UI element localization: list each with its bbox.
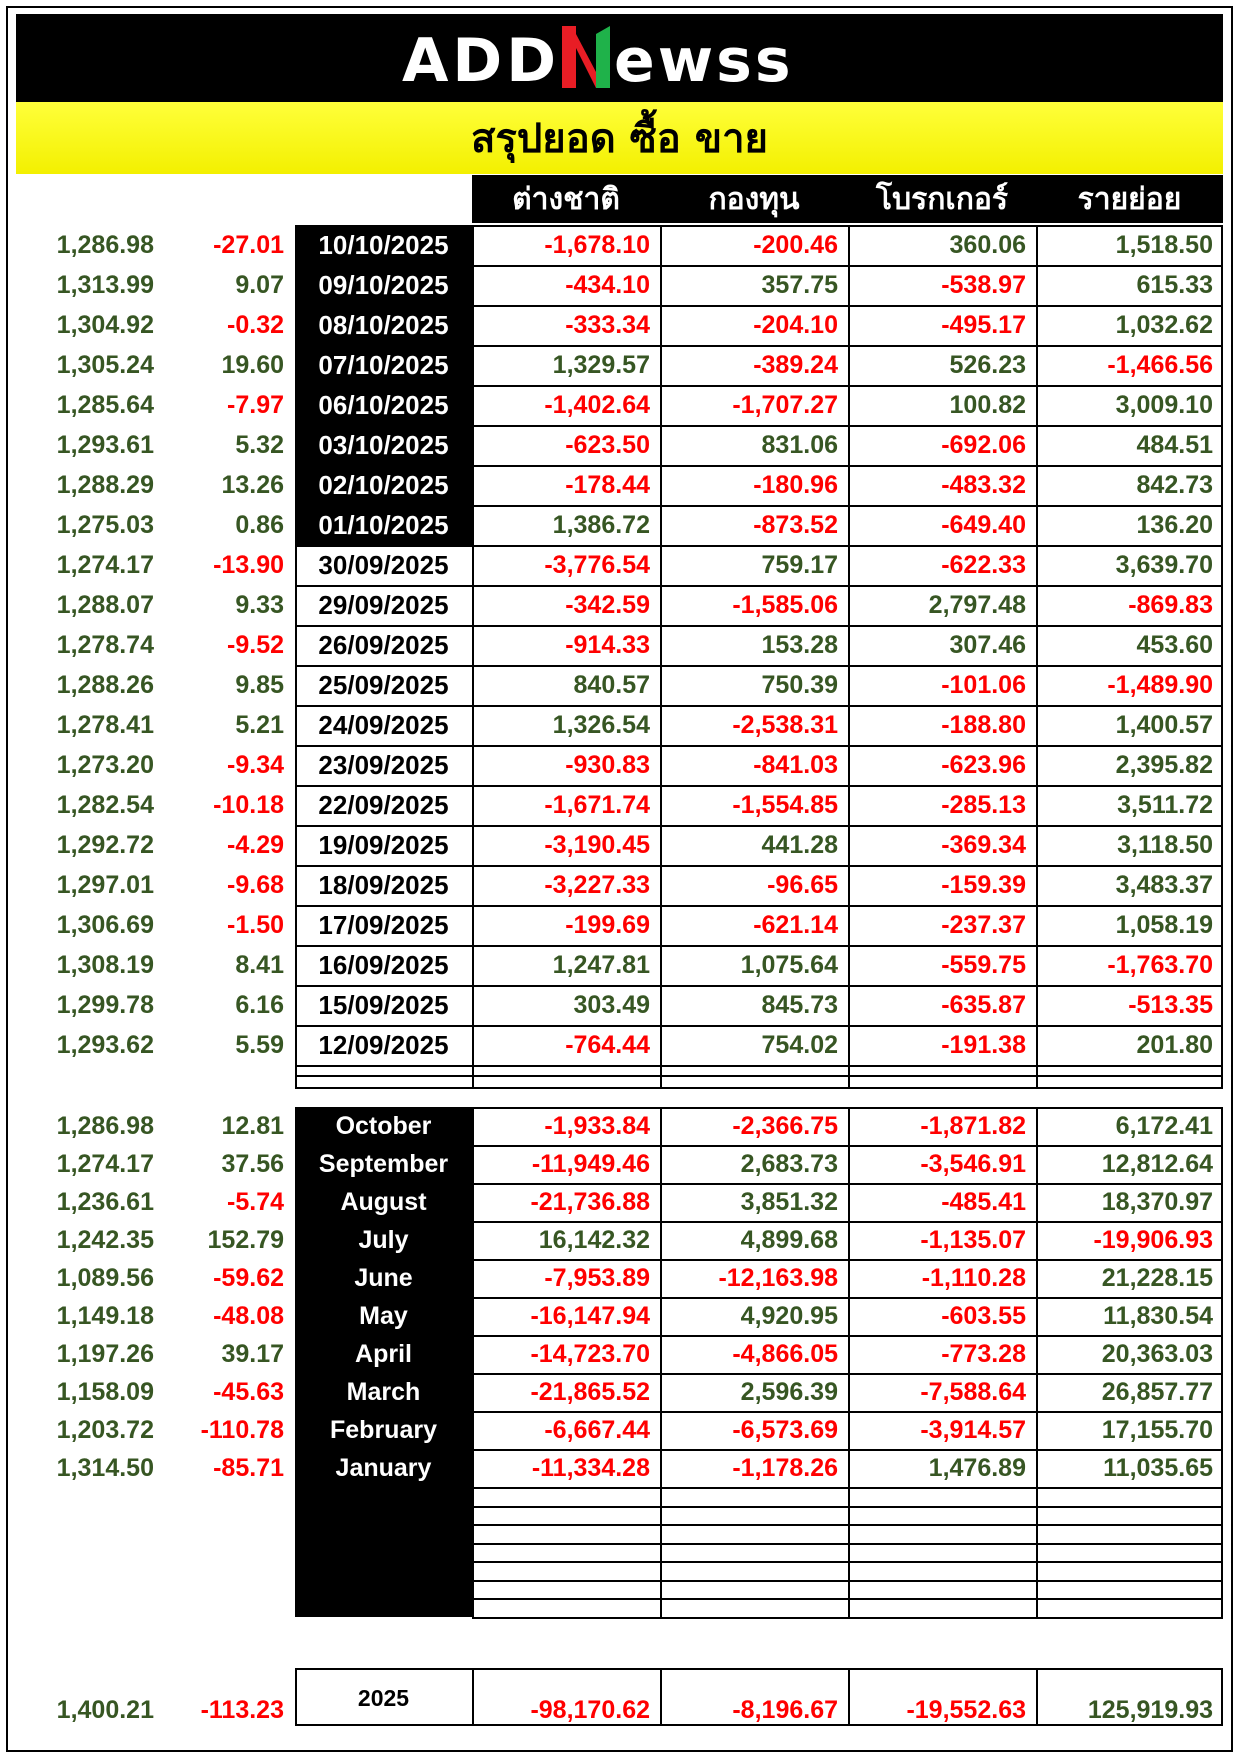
- broker-value: 2,797.48: [928, 591, 1026, 619]
- retail-value: 1,058.19: [1115, 911, 1213, 939]
- month-label: April: [355, 1340, 412, 1368]
- grid-line: [295, 585, 1223, 587]
- table-row: [0, 1145, 1241, 1183]
- table-row: [0, 705, 1241, 745]
- index-change-value: 12.81: [221, 1112, 284, 1140]
- foreign-value: -6,667.44: [544, 1416, 650, 1444]
- index-change-value: 5.32: [235, 431, 284, 459]
- broker-value: -692.06: [941, 431, 1026, 459]
- foreign-value: -434.10: [565, 271, 650, 299]
- index-change-value: 5.21: [235, 711, 284, 739]
- addnewss-logo: [400, 18, 840, 98]
- broker-value: -1,110.28: [921, 1264, 1026, 1292]
- broker-value: -559.75: [941, 951, 1026, 979]
- table-row: [0, 985, 1241, 1025]
- foreign-value: -7,953.89: [544, 1264, 650, 1292]
- foreign-value: 1,326.54: [552, 711, 650, 739]
- grid-line: [848, 225, 850, 1089]
- grid-line: [660, 1107, 662, 1619]
- month-label: June: [354, 1264, 413, 1292]
- grid-line: [295, 665, 1223, 667]
- set-index-value: 1,293.61: [56, 431, 154, 459]
- grid-line: [295, 1065, 1223, 1067]
- date-label: 25/09/2025: [318, 670, 449, 700]
- foreign-value: -1,678.10: [544, 231, 650, 259]
- broker-value: -1,871.82: [920, 1112, 1026, 1140]
- set-index-value: 1,282.54: [56, 791, 154, 819]
- set-index-value: 1,305.24: [56, 351, 154, 379]
- fund-value: -96.65: [767, 871, 838, 899]
- grid-line: [295, 985, 1223, 987]
- broker-value: -159.39: [941, 871, 1026, 899]
- fund-value: -4,866.05: [732, 1340, 838, 1368]
- set-index-value: 1,292.72: [56, 831, 154, 859]
- month-label: October: [335, 1112, 432, 1140]
- retail-value: 136.20: [1136, 511, 1213, 539]
- month-label: February: [330, 1416, 437, 1444]
- broker-value: -19,552.63: [906, 1696, 1026, 1724]
- set-index-value: 1,278.74: [56, 631, 154, 659]
- date-label: 08/10/2025: [318, 310, 449, 340]
- header-retail: รายย่อย: [1036, 175, 1223, 223]
- retail-value: 11,830.54: [1103, 1302, 1213, 1330]
- month-label: September: [318, 1150, 449, 1178]
- set-index-value: 1,158.09: [56, 1378, 154, 1406]
- grid-line: [472, 225, 474, 1089]
- grid-line: [1221, 1107, 1223, 1619]
- grid-line: [295, 825, 1223, 827]
- broker-value: -649.40: [941, 511, 1026, 539]
- month-label: July: [358, 1226, 409, 1254]
- foreign-value: -178.44: [565, 471, 650, 499]
- date-label: 06/10/2025: [318, 390, 449, 420]
- date-label: 19/09/2025: [318, 830, 449, 860]
- table-row: [0, 1411, 1241, 1449]
- set-index-value: 1,286.98: [56, 1112, 154, 1140]
- logo-n-mark: [562, 26, 610, 88]
- broker-value: -191.38: [941, 1031, 1026, 1059]
- index-change-value: 5.59: [235, 1031, 284, 1059]
- broker-value: -538.97: [941, 271, 1026, 299]
- table-row: [0, 1107, 1241, 1145]
- set-index-value: 1,314.50: [56, 1454, 154, 1482]
- table-row: [0, 305, 1241, 345]
- retail-value: 1,032.62: [1115, 311, 1213, 339]
- yearly-row: [0, 1672, 1241, 1730]
- table-row: [0, 1297, 1241, 1335]
- foreign-value: 16,142.32: [538, 1226, 650, 1254]
- foreign-value: -14,723.70: [530, 1340, 650, 1368]
- retail-value: 3,639.70: [1115, 551, 1213, 579]
- retail-value: 125,919.93: [1087, 1696, 1213, 1724]
- date-label: 15/09/2025: [318, 990, 449, 1020]
- grid-line: [295, 545, 472, 547]
- foreign-value: -3,776.54: [544, 551, 650, 579]
- table-row: [0, 785, 1241, 825]
- date-label: 03/10/2025: [318, 430, 449, 460]
- broker-value: -3,546.91: [920, 1150, 1026, 1178]
- fund-value: 4,899.68: [740, 1226, 838, 1254]
- set-index-value: 1,273.20: [56, 751, 154, 779]
- index-change-value: 152.79: [207, 1226, 284, 1254]
- fund-value: -1,554.85: [732, 791, 838, 819]
- foreign-value: -3,227.33: [544, 871, 650, 899]
- foreign-value: -1,402.64: [544, 391, 650, 419]
- fund-value: -1,707.27: [732, 391, 838, 419]
- retail-value: 3,118.50: [1117, 831, 1213, 859]
- retail-value: 842.73: [1136, 471, 1213, 499]
- broker-value: -623.96: [941, 751, 1026, 779]
- page-title: สรุปยอด ซื้อ ขาย: [16, 102, 1223, 174]
- fund-value: -12,163.98: [718, 1264, 838, 1292]
- table-row: [0, 665, 1241, 705]
- set-index-value: 1,288.26: [56, 671, 154, 699]
- fund-value: -1,585.06: [732, 591, 838, 619]
- foreign-value: -11,949.46: [531, 1150, 650, 1178]
- table-row: [0, 545, 1241, 585]
- date-label: 17/09/2025: [318, 910, 449, 940]
- table-row: [0, 865, 1241, 905]
- index-change-value: 0.86: [235, 511, 284, 539]
- index-change-value: 39.17: [221, 1340, 284, 1368]
- set-index-value: 1,149.18: [56, 1302, 154, 1330]
- set-index-value: 1,278.41: [56, 711, 154, 739]
- foreign-value: -1,671.74: [544, 791, 650, 819]
- set-index-value: 1,203.72: [56, 1416, 154, 1444]
- broker-value: -369.34: [941, 831, 1026, 859]
- broker-value: 360.06: [949, 231, 1026, 259]
- index-change-value: -1.50: [227, 911, 284, 939]
- grid-line: [295, 785, 1223, 787]
- fund-value: 3,851.32: [740, 1188, 838, 1216]
- foreign-value: -333.34: [565, 311, 650, 339]
- grid-line: [1036, 1107, 1038, 1619]
- fund-value: 357.75: [761, 271, 838, 299]
- set-index-value: 1,313.99: [56, 271, 154, 299]
- retail-value: -1,489.90: [1107, 671, 1213, 699]
- grid-line: [1036, 225, 1038, 1089]
- date-label: 09/10/2025: [318, 270, 449, 300]
- broker-value: -603.55: [941, 1302, 1026, 1330]
- index-change-value: -85.71: [213, 1454, 284, 1482]
- broker-value: 526.23: [949, 351, 1026, 379]
- grid-line: [660, 225, 662, 1089]
- retail-value: 3,483.37: [1115, 871, 1213, 899]
- retail-value: -869.83: [1128, 591, 1213, 619]
- grid-line: [295, 905, 1223, 907]
- set-index-value: 1,089.56: [56, 1264, 154, 1292]
- set-index-value: 1,285.64: [56, 391, 154, 419]
- fund-value: 759.17: [761, 551, 838, 579]
- month-label: January: [335, 1454, 432, 1482]
- foreign-value: -21,736.88: [530, 1188, 650, 1216]
- set-index-value: 1,288.29: [56, 471, 154, 499]
- index-change-value: -4.29: [227, 831, 284, 859]
- fund-value: -873.52: [753, 511, 838, 539]
- date-label: 07/10/2025: [318, 350, 449, 380]
- month-label: March: [346, 1378, 421, 1406]
- set-index-value: 1,242.35: [56, 1226, 154, 1254]
- table-row: [0, 345, 1241, 385]
- grid-line: [472, 1107, 474, 1619]
- logo-text-right: ewss: [613, 26, 794, 96]
- foreign-value: -98,170.62: [530, 1696, 650, 1724]
- table-row: [0, 585, 1241, 625]
- set-index-value: 1,197.26: [56, 1340, 154, 1368]
- set-index-value: 1,400.21: [56, 1696, 154, 1724]
- grid-line: [295, 1025, 1223, 1027]
- index-change-value: -9.34: [227, 751, 284, 779]
- set-index-value: 1,275.03: [56, 511, 154, 539]
- broker-value: -773.28: [941, 1340, 1026, 1368]
- date-label: 12/09/2025: [318, 1030, 449, 1060]
- index-change-value: 37.56: [221, 1150, 284, 1178]
- retail-value: 12,812.64: [1101, 1150, 1213, 1178]
- retail-value: 26,857.77: [1101, 1378, 1213, 1406]
- table-row: [0, 1335, 1241, 1373]
- grid-line: [295, 705, 1223, 707]
- foreign-value: -914.33: [565, 631, 650, 659]
- index-change-value: 6.16: [235, 991, 284, 1019]
- fund-value: -2,538.31: [732, 711, 838, 739]
- set-index-value: 1,306.69: [56, 911, 154, 939]
- retail-value: 20,363.03: [1101, 1340, 1213, 1368]
- broker-value: -483.32: [941, 471, 1026, 499]
- index-change-value: -59.62: [213, 1264, 284, 1292]
- grid-line: [295, 625, 1223, 627]
- broker-value: 100.82: [949, 391, 1026, 419]
- fund-value: -389.24: [753, 351, 838, 379]
- month-label: August: [340, 1188, 427, 1216]
- broker-value: -7,588.64: [920, 1378, 1026, 1406]
- broker-value: -495.17: [941, 311, 1026, 339]
- set-index-value: 1,288.07: [56, 591, 154, 619]
- fund-value: 4,920.95: [740, 1302, 838, 1330]
- foreign-value: -21,865.52: [530, 1378, 650, 1406]
- grid-line: [295, 745, 1223, 747]
- fund-value: 2,596.39: [740, 1378, 838, 1406]
- date-label: 02/10/2025: [318, 470, 449, 500]
- retail-value: 18,370.97: [1101, 1188, 1213, 1216]
- date-label: 10/10/2025: [318, 230, 449, 260]
- foreign-value: 1,247.81: [552, 951, 650, 979]
- fund-value: -2,366.75: [732, 1112, 838, 1140]
- fund-value: -8,196.67: [732, 1696, 838, 1724]
- broker-value: -188.80: [941, 711, 1026, 739]
- fund-value: 441.28: [761, 831, 838, 859]
- table-row: [0, 1449, 1241, 1487]
- foreign-value: 1,329.57: [552, 351, 650, 379]
- broker-value: -635.87: [941, 991, 1026, 1019]
- broker-value: 307.46: [949, 631, 1026, 659]
- broker-value: -285.13: [941, 791, 1026, 819]
- fund-value: -841.03: [753, 751, 838, 779]
- index-change-value: -13.90: [213, 551, 284, 579]
- index-change-value: -7.97: [227, 391, 284, 419]
- grid-line: [295, 945, 1223, 947]
- index-change-value: -48.08: [213, 1302, 284, 1330]
- index-change-value: -110.78: [200, 1416, 284, 1444]
- set-index-value: 1,236.61: [56, 1188, 154, 1216]
- retail-value: 6,172.41: [1115, 1112, 1213, 1140]
- date-label: 16/09/2025: [318, 950, 449, 980]
- set-index-value: 1,297.01: [56, 871, 154, 899]
- retail-value: 453.60: [1136, 631, 1213, 659]
- index-change-value: -10.18: [213, 791, 284, 819]
- table-row: [0, 265, 1241, 305]
- fund-value: 1,075.64: [740, 951, 838, 979]
- retail-value: 3,009.10: [1115, 391, 1213, 419]
- retail-value: 1,518.50: [1115, 231, 1213, 259]
- fund-value: 831.06: [761, 431, 838, 459]
- set-index-value: 1,286.98: [56, 231, 154, 259]
- foreign-value: -342.59: [565, 591, 650, 619]
- retail-value: 2,395.82: [1115, 751, 1213, 779]
- logo-banner: [16, 14, 1223, 102]
- table-row: [0, 425, 1241, 465]
- date-label: 22/09/2025: [318, 790, 449, 820]
- table-row: [0, 1373, 1241, 1411]
- table-row: [0, 1183, 1241, 1221]
- retail-value: -1,763.70: [1107, 951, 1213, 979]
- table-row: [0, 625, 1241, 665]
- retail-value: 201.80: [1136, 1031, 1213, 1059]
- index-change-value: -113.23: [200, 1696, 284, 1724]
- index-change-value: 8.41: [235, 951, 284, 979]
- fund-value: -180.96: [753, 471, 838, 499]
- table-row: [0, 825, 1241, 865]
- set-index-value: 1,274.17: [56, 1150, 154, 1178]
- retail-value: -19,906.93: [1093, 1226, 1213, 1254]
- retail-value: 484.51: [1136, 431, 1213, 459]
- foreign-value: -11,334.28: [531, 1454, 650, 1482]
- broker-value: -1,135.07: [920, 1226, 1026, 1254]
- table-row: [0, 745, 1241, 785]
- table-row: [0, 1025, 1241, 1065]
- index-change-value: -27.01: [213, 231, 284, 259]
- broker-value: -101.06: [941, 671, 1026, 699]
- index-change-value: -45.63: [213, 1378, 284, 1406]
- foreign-value: -1,933.84: [544, 1112, 650, 1140]
- header-fund: กองทุน: [660, 175, 848, 223]
- index-change-value: -9.52: [227, 631, 284, 659]
- fund-value: 153.28: [761, 631, 838, 659]
- grid-line: [295, 1075, 1223, 1077]
- header-foreign: ต่างชาติ: [472, 175, 660, 223]
- set-index-value: 1,293.62: [56, 1031, 154, 1059]
- date-label: 26/09/2025: [318, 630, 449, 660]
- grid-line: [295, 865, 1223, 867]
- broker-value: -622.33: [941, 551, 1026, 579]
- index-change-value: 9.07: [235, 271, 284, 299]
- index-change-value: -0.32: [227, 311, 284, 339]
- retail-value: 615.33: [1136, 271, 1213, 299]
- fund-value: -200.46: [753, 231, 838, 259]
- table-row: [0, 905, 1241, 945]
- fund-value: -204.10: [753, 311, 838, 339]
- fund-value: 754.02: [761, 1031, 838, 1059]
- fund-value: 845.73: [761, 991, 838, 1019]
- foreign-value: -199.69: [565, 911, 650, 939]
- retail-value: -1,466.56: [1107, 351, 1213, 379]
- index-change-value: 19.60: [221, 351, 284, 379]
- index-change-value: 13.26: [221, 471, 284, 499]
- foreign-value: -930.83: [565, 751, 650, 779]
- index-change-value: 9.33: [235, 591, 284, 619]
- header-broker: โบรกเกอร์: [848, 175, 1036, 223]
- retail-value: -513.35: [1128, 991, 1213, 1019]
- index-change-value: -5.74: [227, 1188, 284, 1216]
- set-index-value: 1,299.78: [56, 991, 154, 1019]
- date-label: 30/09/2025: [318, 550, 449, 580]
- set-index-value: 1,308.19: [56, 951, 154, 979]
- broker-value: -485.41: [941, 1188, 1026, 1216]
- foreign-value: -3,190.45: [544, 831, 650, 859]
- month-label: May: [359, 1302, 408, 1330]
- fund-value: -6,573.69: [732, 1416, 838, 1444]
- date-label: 01/10/2025: [318, 510, 449, 540]
- logo-text-left: ADD: [401, 26, 560, 96]
- year-label: 2025: [357, 1685, 410, 1711]
- foreign-value: -764.44: [565, 1031, 650, 1059]
- table-row: [0, 945, 1241, 985]
- table-row: [0, 1259, 1241, 1297]
- grid-line: [295, 1087, 1223, 1089]
- table-row: [0, 465, 1241, 505]
- date-label: 18/09/2025: [318, 870, 449, 900]
- date-label: 23/09/2025: [318, 750, 449, 780]
- index-change-value: -9.68: [227, 871, 284, 899]
- grid-line: [295, 545, 297, 1089]
- foreign-value: -623.50: [565, 431, 650, 459]
- set-index-value: 1,274.17: [56, 551, 154, 579]
- table-row: [0, 225, 1241, 265]
- foreign-value: -16,147.94: [530, 1302, 650, 1330]
- set-index-value: 1,304.92: [56, 311, 154, 339]
- fund-value: -621.14: [753, 911, 838, 939]
- fund-value: -1,178.26: [732, 1454, 838, 1482]
- retail-value: 3,511.72: [1117, 791, 1213, 819]
- table-row: [0, 1221, 1241, 1259]
- foreign-value: 303.49: [573, 991, 650, 1019]
- retail-value: 11,035.65: [1103, 1454, 1213, 1482]
- date-label: 29/09/2025: [318, 590, 449, 620]
- retail-value: 1,400.57: [1115, 711, 1213, 739]
- table-row: [0, 505, 1241, 545]
- broker-value: -237.37: [941, 911, 1026, 939]
- table-row: [0, 385, 1241, 425]
- date-label: 24/09/2025: [318, 710, 449, 740]
- index-change-value: 9.85: [235, 671, 284, 699]
- grid-line: [1221, 225, 1223, 1089]
- retail-value: 21,228.15: [1101, 1264, 1213, 1292]
- foreign-value: 1,386.72: [552, 511, 650, 539]
- foreign-value: 840.57: [573, 671, 650, 699]
- broker-value: -3,914.57: [920, 1416, 1026, 1444]
- fund-value: 2,683.73: [740, 1150, 838, 1178]
- fund-value: 750.39: [761, 671, 838, 699]
- grid-line: [848, 1107, 850, 1619]
- broker-value: 1,476.89: [928, 1454, 1026, 1482]
- retail-value: 17,155.70: [1101, 1416, 1213, 1444]
